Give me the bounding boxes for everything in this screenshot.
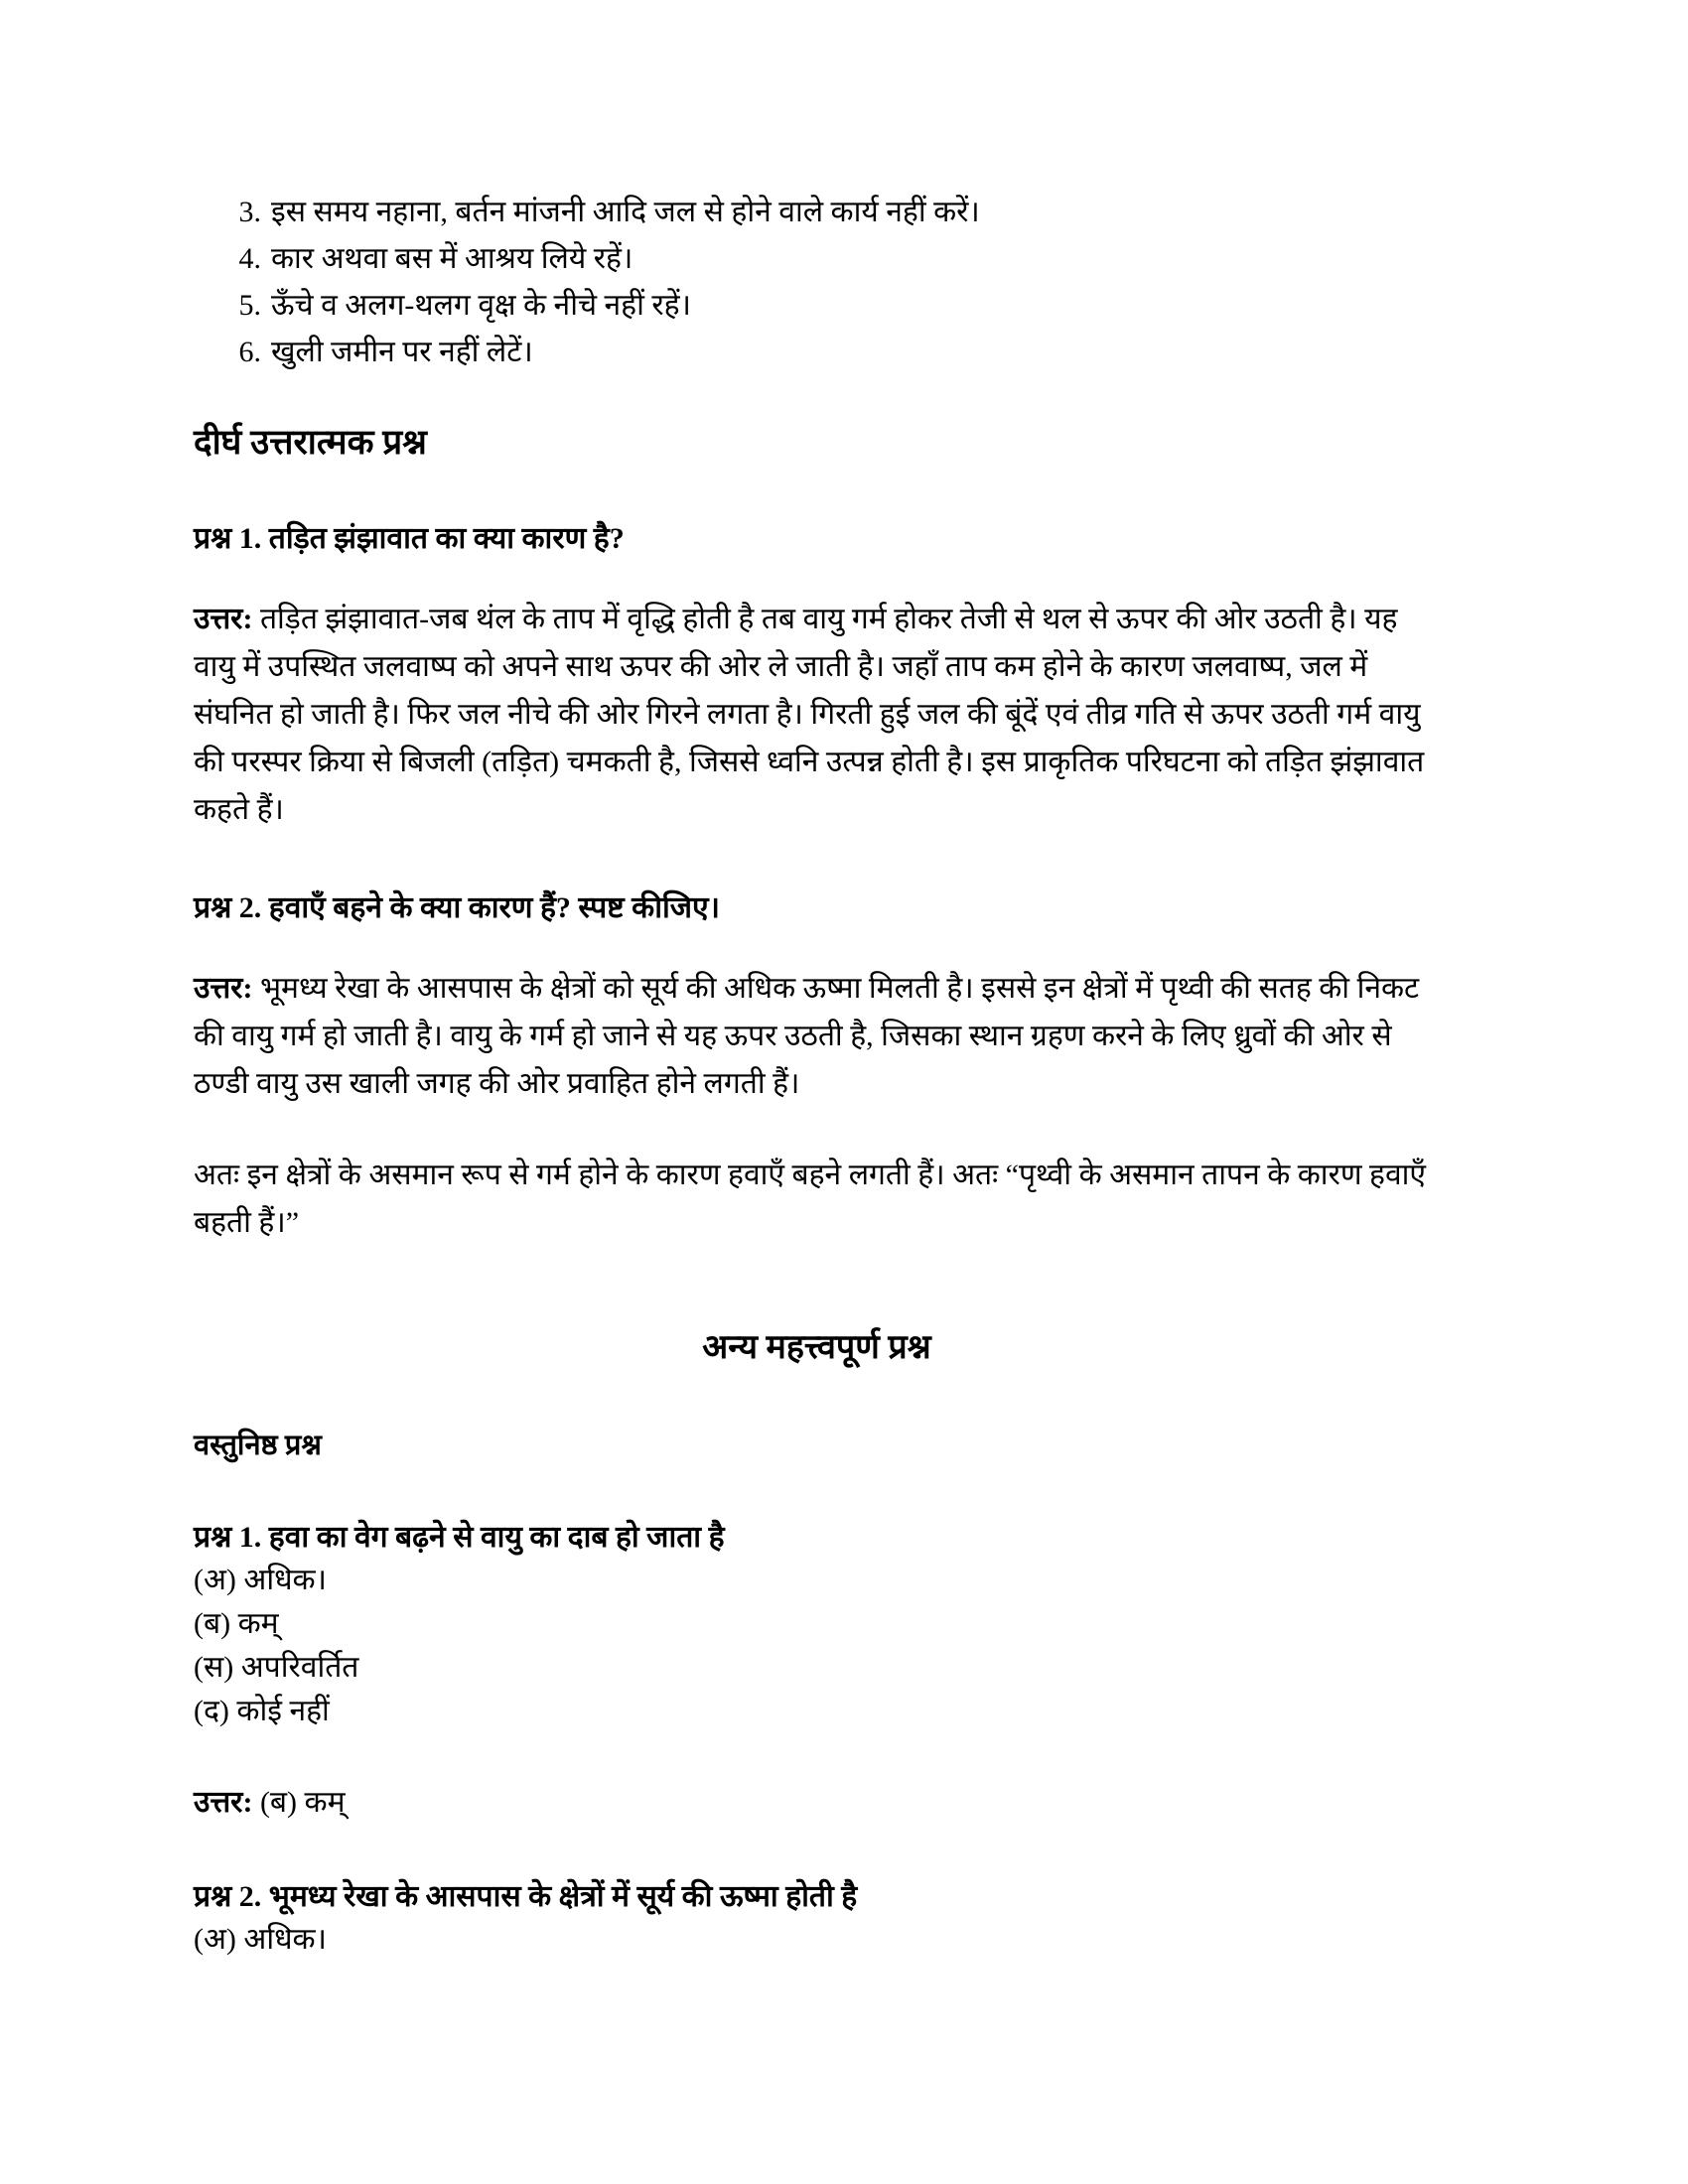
list-item (194, 189, 1440, 235)
answer-paragraph (194, 596, 1440, 834)
other-questions-heading: अन्य महत्त्वपूर्ण प्रश्न (702, 1329, 931, 1366)
mcq-option[interactable]: (स) अपरिवर्तित (194, 1651, 359, 1684)
answer-label: उत्तर: (194, 603, 253, 635)
long-answer-section-heading: दीर्घ उत्तरात्मक प्रश्न (194, 423, 427, 462)
question-text: प्रश्न 2. हवाएँ बहने के क्या कारण हैं? स्पष्ट कीजिए। (194, 891, 720, 924)
answer-body: (ब) कम् (252, 1786, 346, 1819)
list-item (194, 282, 1440, 329)
mcq-option[interactable]: (ब) कम् (194, 1607, 279, 1640)
answer-body: भूमध्य रेखा के आसपास के क्षेत्रों को सूर्य की अधिक ऊष्मा मिलती है। इससे इन क्षेत्रों में पृथ्वी की सतह की निकट की वायु गर्म हो जाती है। वायु के गर्म हो जाने से यह ऊपर उठती है, जिसका स्थान ग्रहण करने के लिए ध्रुवों की ओर से ठण्डी वायु उस खाली जगह की ओर प्रवाहित होने लगती हैं। (194, 972, 1420, 1100)
mcq-question-1 (194, 1517, 1440, 1825)
mcq-option[interactable]: (अ) अधिक। (194, 1564, 327, 1596)
list-item (194, 329, 1440, 375)
list-item-text: इस समय नहाना, बर्तन मांजनी आदि जल से होने वाले कार्य नहीं करें। (271, 196, 980, 228)
mcq-options-list (194, 1559, 1440, 1733)
long-answer-question-1 (194, 518, 1440, 834)
answer-paragraph (194, 965, 1440, 1108)
mcq-question-2 (194, 1876, 1440, 1962)
list-item-text: ऊँचे व अलग-थलग वृक्ष के नीचे नहीं रहें। (271, 289, 691, 322)
list-item-number: 6. (238, 336, 261, 368)
question-text: प्रश्न 1. हवा का वेग बढ़ने से वायु का दाब हो जाता है (194, 1521, 725, 1554)
list-item-text: कार अथवा बस में आश्रय लिये रहें। (271, 242, 633, 275)
page-content (194, 189, 1440, 1962)
long-answer-question-2 (194, 887, 1440, 1247)
list-item-number: 5. (238, 289, 261, 322)
list-item-number: 3. (238, 196, 261, 228)
mcq-answer (194, 1781, 1440, 1825)
answer-body: तड़ित झंझावात-जब थंल के ताप में वृद्धि होती है तब वायु गर्म होकर तेजी से थल से ऊपर की ओर उठती है। यह वायु में उपस्थित जलवाष्प को अपने साथ ऊपर की ओर ले जाती है। जहाँ ताप कम होने के कारण जलवाष्प, जल में संघनित हो जाती है। फिर जल नीचे की ओर गिरने लगता है। गिरती हुई जल की बूंदें एवं तीव्र गति से ऊपर उठती गर्म वायु की परस्पर क्रिया से बिजली (तड़ित) चमकती है, जिससे ध्वनि उत्पन्न होती है। इस प्राकृतिक परिघटना को तड़ित झंझावात कहते हैं। (194, 603, 1425, 826)
objective-questions-subheading: वस्तुनिष्ठ प्रश्न (194, 1430, 322, 1461)
question-text: प्रश्न 1. तड़ित झंझावात का क्या कारण है? (194, 522, 625, 555)
answer-label: उत्तर: (194, 1786, 253, 1819)
mcq-option[interactable]: (अ) अधिक। (194, 1923, 327, 1956)
mcq-option[interactable]: (द) कोई नहीं (194, 1695, 330, 1727)
list-item-text: खुली जमीन पर नहीं लेटें। (271, 336, 533, 368)
answer-label: उत्तर: (194, 972, 253, 1005)
list-item (194, 235, 1440, 282)
question-text: प्रश्न 2. भूमध्य रेखा के आसपास के क्षेत्रों में सूर्य की ऊष्मा होती है (194, 1880, 858, 1913)
list-item-number: 4. (238, 242, 261, 275)
mcq-options-list (194, 1918, 1440, 1962)
answer-conclusion-paragraph: अतः इन क्षेत्रों के असमान रूप से गर्म होने के कारण हवाएँ बहने लगती हैं। अतः “पृथ्वी के असमान तापन के कारण हवाएँ बहती हैं।” (194, 1159, 1427, 1239)
safety-precautions-list (194, 189, 1440, 375)
